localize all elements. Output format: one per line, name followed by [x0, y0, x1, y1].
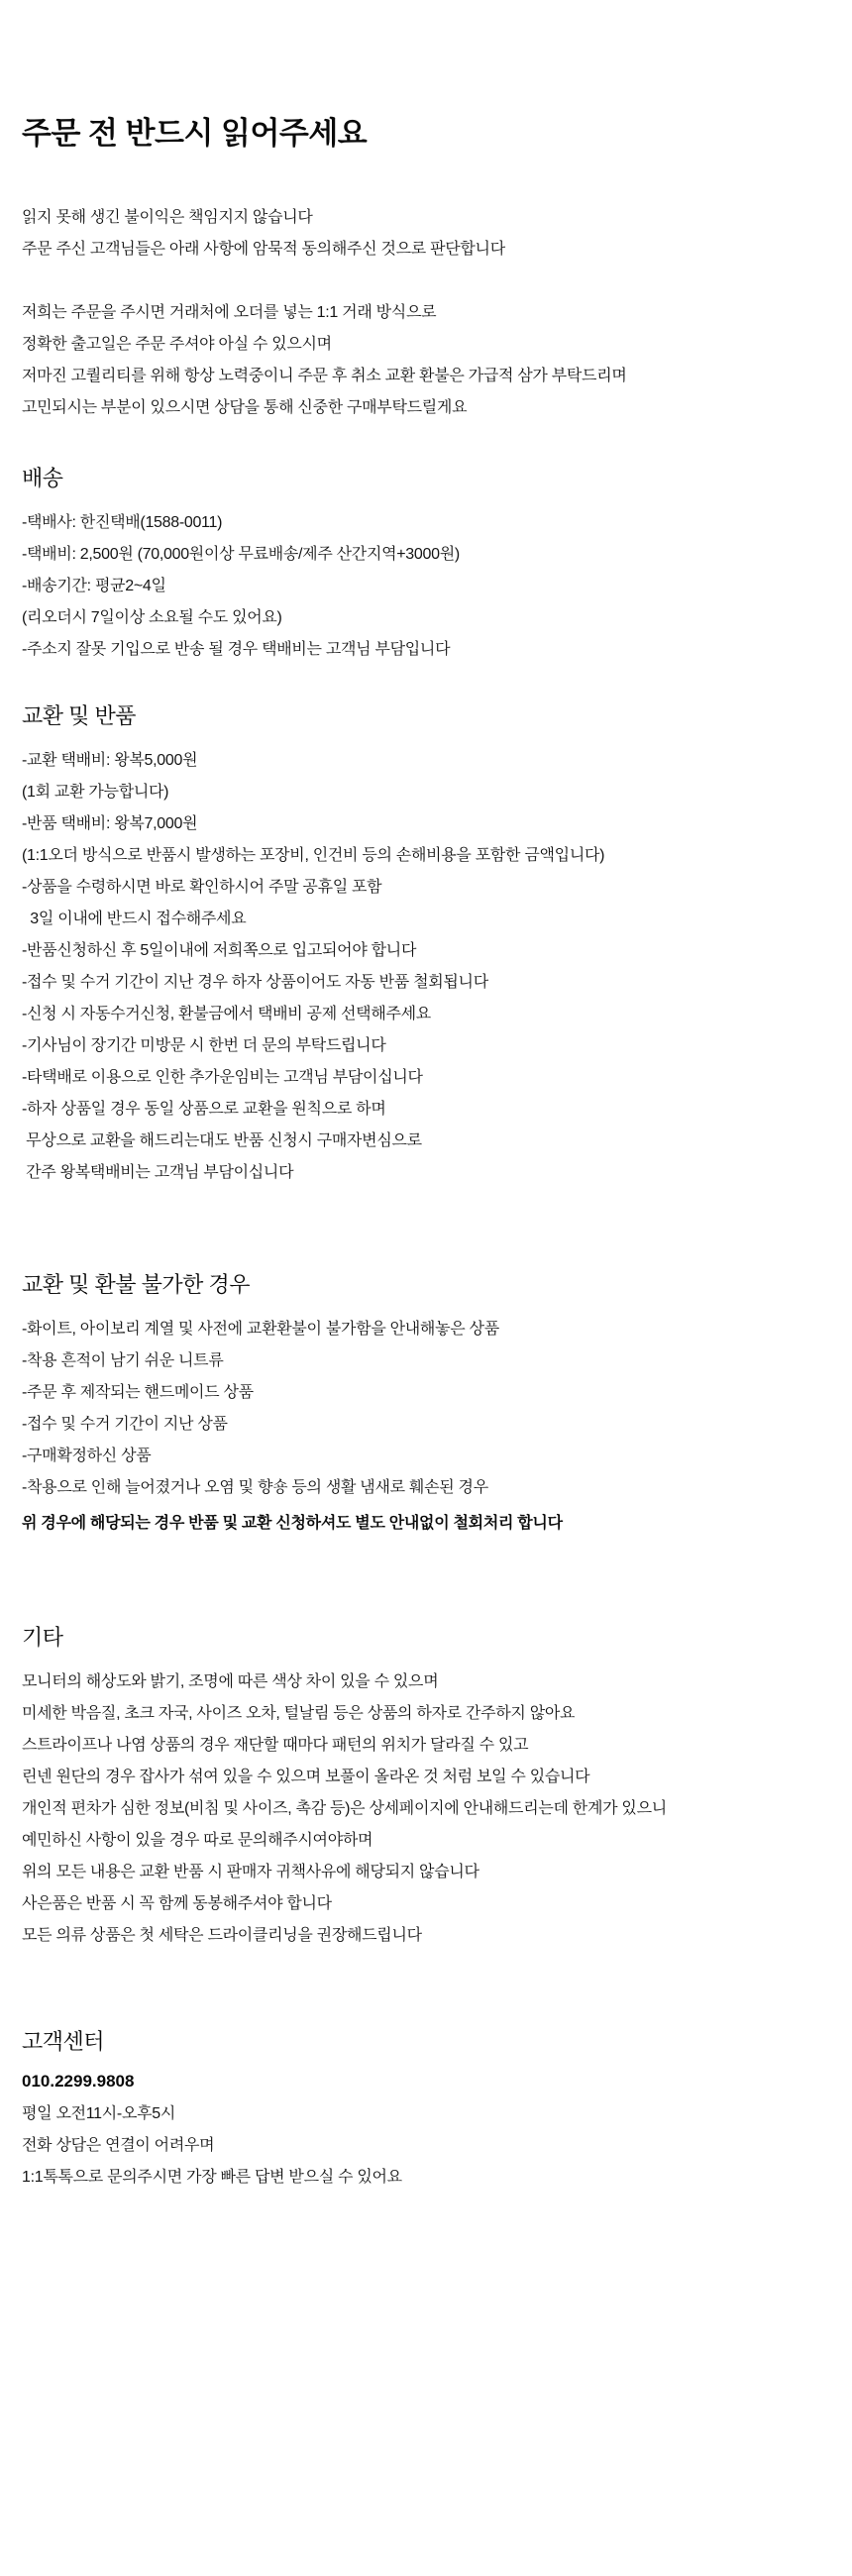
text-line: 읽지 못해 생긴 불이익은 책임지지 않습니다	[22, 209, 313, 226]
text-line: -신청 시 자동수거신청, 환불금에서 택배비 공제 선택해주세요	[22, 1006, 431, 1022]
text-line: -접수 및 수거 기간이 지난 경우 하자 상품이어도 자동 반품 철회됩니다	[22, 974, 488, 991]
section-exchange-return	[22, 701, 828, 1189]
text-line: -상품을 수령하시면 바로 확인하시어 주말 공휴일 포함	[22, 879, 382, 896]
text-line: 정확한 출고일은 주문 주셔야 아실 수 있으시며	[22, 336, 332, 353]
text-line: (1회 교환 가능합니다)	[22, 784, 169, 801]
text-line: -착용 흔적이 남기 쉬운 니트류	[22, 1352, 224, 1369]
text-line: 고민되시는 부분이 있으시면 상담을 통해 신중한 구매부탁드릴게요	[22, 399, 468, 416]
section-no-refund-cases	[22, 1270, 828, 1540]
exchange-return-heading: 교환 및 반품	[22, 703, 136, 728]
text-line: -택배사: 한진택배(1588-0011)	[22, 514, 223, 531]
customer-center-lines	[22, 2098, 828, 2194]
text-line: 모니터의 해상도와 밝기, 조명에 따른 색상 차이 있을 수 있으며	[22, 1673, 439, 1690]
text-line: 평일 오전11시-오후5시	[22, 2105, 176, 2122]
intro-order-policy	[22, 297, 828, 424]
no-refund-lines	[22, 1314, 828, 1504]
text-line: 스트라이프나 나염 상품의 경우 재단할 때마다 패턴의 위치가 달라질 수 있고	[22, 1737, 529, 1754]
text-line: -구매확정하신 상품	[22, 1448, 152, 1464]
text-line: 린넨 원단의 경우 잡사가 섞여 있을 수 있으며 보풀이 올라온 것 처럼 보일 수 있습니다	[22, 1769, 590, 1785]
customer-center-phone: 010.2299.9808	[22, 2072, 135, 2091]
text-line: -반품신청하신 후 5일이내에 저희쪽으로 입고되어야 합니다	[22, 942, 417, 959]
text-line: -기사님이 장기간 미방문 시 한번 더 문의 부탁드립니다	[22, 1037, 386, 1054]
text-line: 무상으로 교환을 해드리는대도 반품 신청시 구매자변심으로	[22, 1132, 422, 1149]
text-line: 저마진 고퀄리티를 위해 항상 노력중이니 주문 후 취소 교환 환불은 가급적 삼가 부탁드리며	[22, 368, 627, 384]
text-line: -접수 및 수거 기간이 지난 상품	[22, 1416, 228, 1433]
text-line: 주문 주신 고객님들은 아래 사항에 암묵적 동의해주신 것으로 판단합니다	[22, 241, 505, 258]
text-line: 모든 의류 상품은 첫 세탁은 드라이클리닝을 권장해드립니다	[22, 1927, 422, 1944]
text-line: -반품 택배비: 왕복7,000원	[22, 815, 198, 832]
shipping-heading: 배송	[22, 466, 63, 490]
text-line: 미세한 박음질, 초크 자국, 사이즈 오차, 털날림 등은 상품의 하자로 간주하지 않아요	[22, 1705, 576, 1722]
no-refund-heading: 교환 및 환불 불가한 경우	[22, 1272, 250, 1297]
section-customer-center	[22, 2027, 828, 2194]
text-line: 간주 왕복택배비는 고객님 부담이십니다	[22, 1164, 294, 1181]
text-line: 개인적 편차가 심한 정보(비침 및 사이즈, 촉감 등)은 상세페이지에 안내해드리는데 한계가 있으니	[22, 1800, 667, 1817]
page-title: 주문 전 반드시 읽어주세요	[22, 116, 368, 151]
text-line: -배송기간: 평균2~4일	[22, 578, 166, 594]
text-line: 예민하신 사항이 있을 경우 따로 문의해주시여야하며	[22, 1832, 373, 1849]
section-etc	[22, 1623, 828, 1952]
etc-lines	[22, 1666, 828, 1952]
customer-center-heading: 고객센터	[22, 2029, 105, 2054]
etc-heading: 기타	[22, 1625, 63, 1650]
text-line: -교환 택배비: 왕복5,000원	[22, 752, 198, 769]
text-line: 사은품은 반품 시 꼭 함께 동봉해주셔야 합니다	[22, 1895, 332, 1912]
exchange-return-lines	[22, 745, 828, 1189]
no-refund-warning: 위 경우에 해당되는 경우 반품 및 교환 신청하셔도 별도 안내없이 철회처리 합니다	[22, 1515, 563, 1532]
text-line: (1:1오더 방식으로 반품시 발생하는 포장비, 인건비 등의 손해비용을 포함한 금액입니다)	[22, 847, 605, 864]
text-line: -화이트, 아이보리 계열 및 사전에 교환환불이 불가함을 안내해놓은 상품	[22, 1321, 499, 1338]
text-line: 3일 이내에 반드시 접수해주세요	[22, 911, 247, 927]
text-line: 위의 모든 내용은 교환 반품 시 판매자 귀책사유에 해당되지 않습니다	[22, 1864, 479, 1880]
text-line: -주소지 잘못 기입으로 반송 될 경우 택배비는 고객님 부담입니다	[22, 641, 451, 658]
text-line: 전화 상담은 연결이 어려우며	[22, 2137, 215, 2154]
text-line: (리오더시 7일이상 소요될 수도 있어요)	[22, 609, 282, 626]
text-line: -택배비: 2,500원 (70,000원이상 무료배송/제주 산간지역+3000원)	[22, 546, 460, 563]
text-line: 1:1톡톡으로 문의주시면 가장 빠른 답변 받으실 수 있어요	[22, 2169, 402, 2186]
shipping-lines	[22, 507, 828, 666]
intro-disclaimer	[22, 202, 828, 266]
text-line: -하자 상품일 경우 동일 상품으로 교환을 원칙으로 하며	[22, 1101, 386, 1118]
text-line: -착용으로 인해 늘어졌거나 오염 및 향숑 등의 생활 냄새로 훼손된 경우	[22, 1479, 488, 1496]
text-line: 저희는 주문을 주시면 거래처에 오더를 넣는 1:1 거래 방식으로	[22, 304, 437, 321]
section-shipping	[22, 464, 828, 666]
text-line: -타택배로 이용으로 인한 추가운임비는 고객님 부담이십니다	[22, 1069, 423, 1086]
text-line: -주문 후 제작되는 핸드메이드 상품	[22, 1384, 254, 1401]
